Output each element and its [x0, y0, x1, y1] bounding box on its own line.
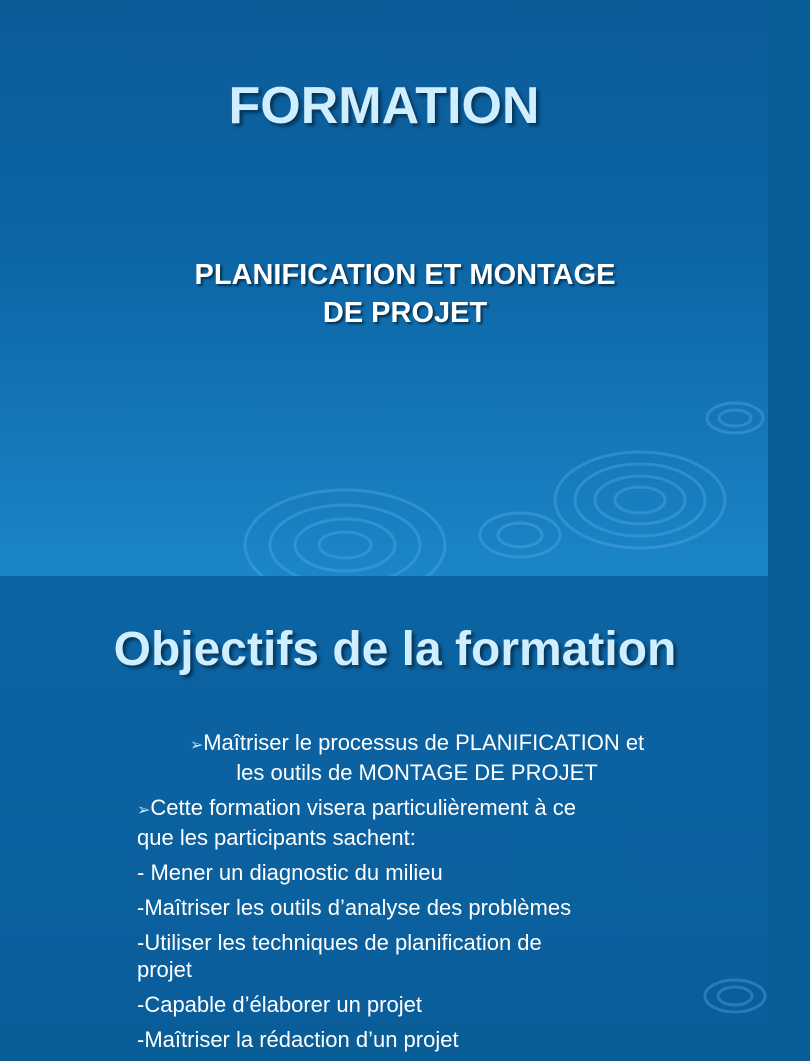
arrow-bullet-icon: ➢ — [137, 802, 151, 819]
slide-title: FORMATION — [228, 77, 540, 135]
slide-2 — [0, 576, 768, 1052]
subtitle-line: DE PROJET — [322, 297, 488, 329]
list-item: ➢Maîtriser le processus de PLANIFICATION et les outils de MONTAGE DE PROJET — [189, 730, 645, 785]
list-item: -Maîtriser la rédaction d’un projet — [137, 1027, 459, 1052]
slide-subtitle — [0, 256, 810, 332]
list-item: ➢Cette formation visera particulièrement à ce que les participants sachent: — [137, 795, 576, 850]
slide-title: Objectifs de la formation — [113, 623, 677, 676]
list-item: -Utiliser les techniques de planification de projet — [137, 930, 542, 982]
list-item: -Maîtriser les outils d’analyse des problèmes — [137, 895, 572, 920]
subtitle-line: PLANIFICATION ET MONTAGE — [194, 259, 616, 291]
list-item: -Capable d’élaborer un projet — [137, 992, 422, 1017]
arrow-bullet-icon: ➢ — [189, 737, 204, 754]
list-item: - Mener un diagnostic du milieu — [137, 860, 443, 885]
objectives-list — [137, 729, 697, 1061]
